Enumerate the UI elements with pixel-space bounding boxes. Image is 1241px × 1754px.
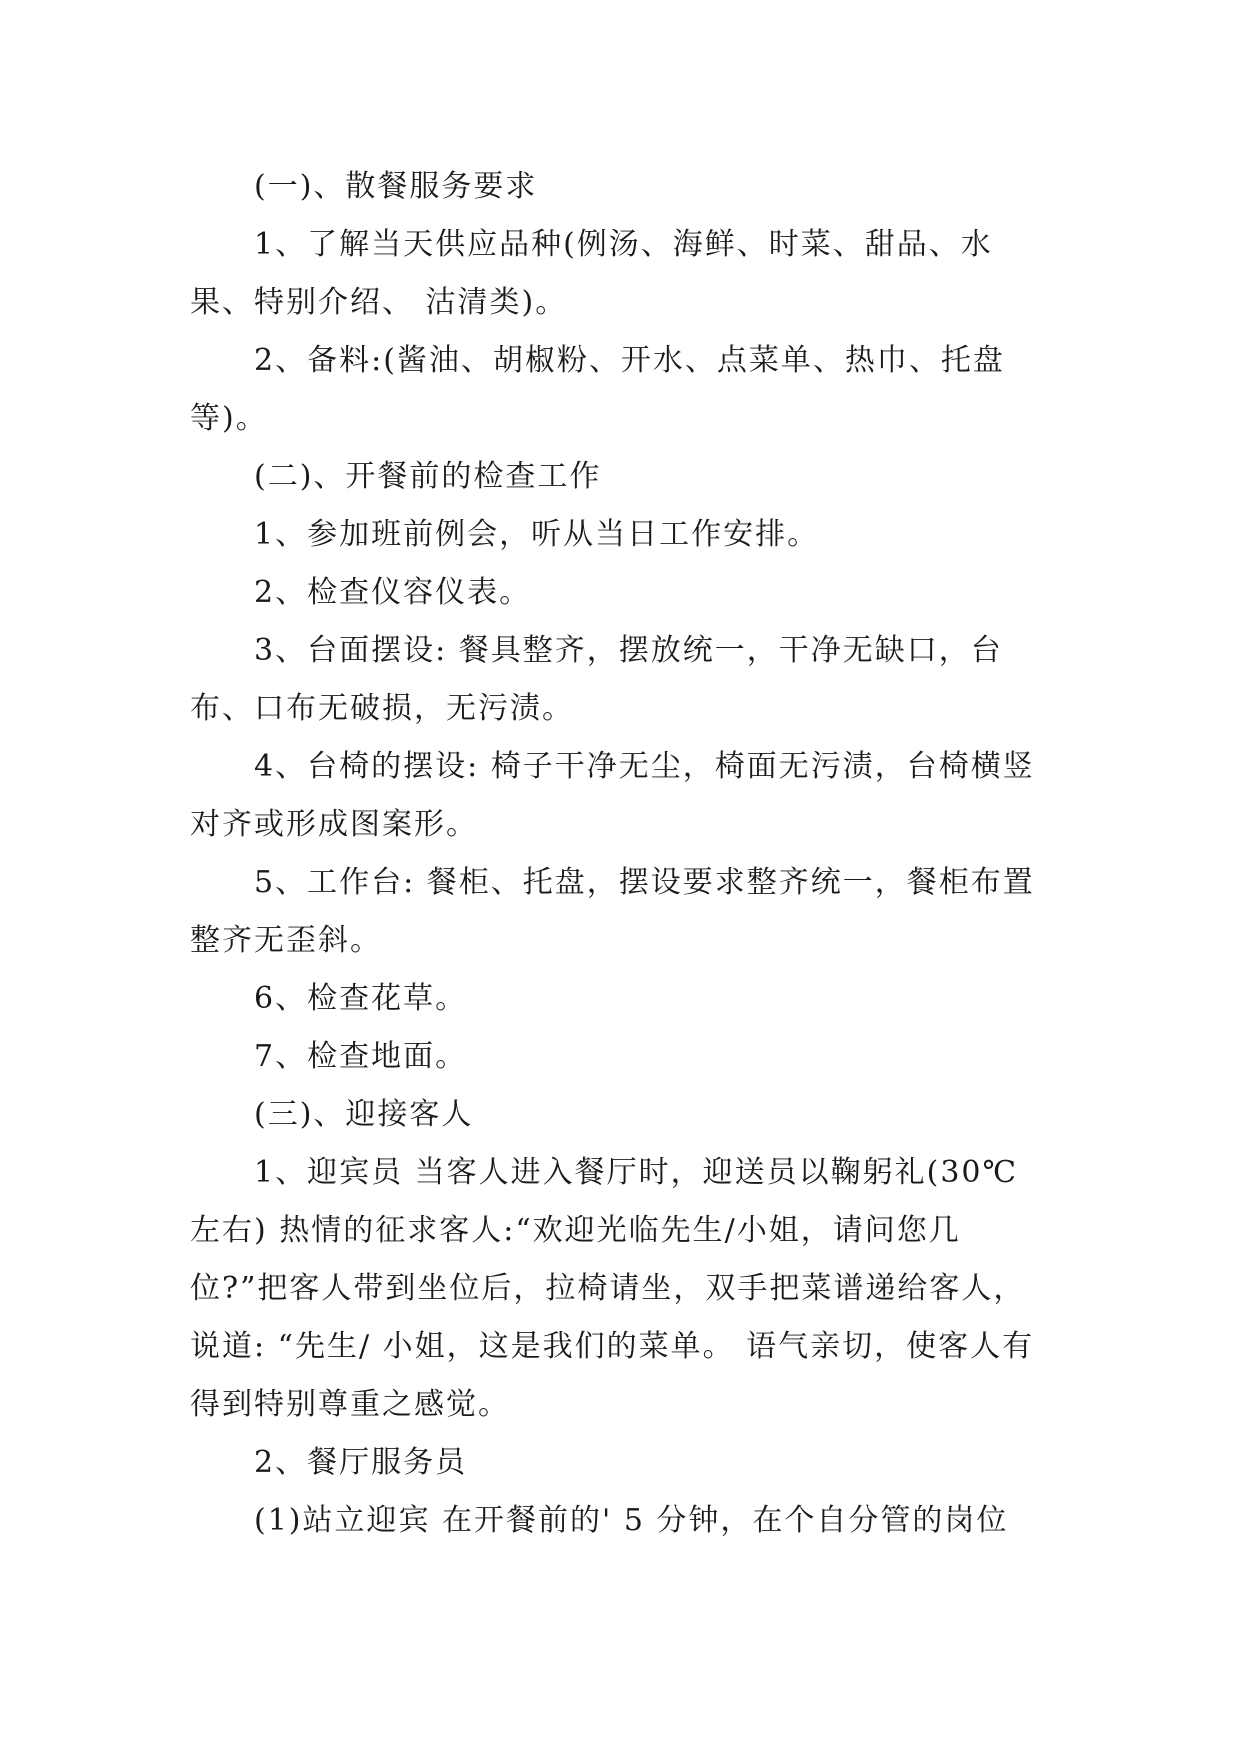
paragraph-supply-items: 1、了解当天供应品种(例汤、海鲜、时菜、甜品、水果、特别介绍、 沽清类)。 xyxy=(190,227,993,320)
paragraph-workstation: 5、工作台: 餐柜、托盘，摆设要求整齐统一，餐柜布置整齐无歪斜。 xyxy=(190,865,1035,958)
section-heading-3: (三)、迎接客人 xyxy=(254,1097,474,1132)
paragraph-table-setting: 3、台面摆设: 餐具整齐，摆放统一，干净无缺口，台布、口布无破损，无污渍。 xyxy=(190,633,1003,726)
section-heading-2: (二)、开餐前的检查工作 xyxy=(254,459,602,494)
paragraph-plants: 6、检查花草。 xyxy=(254,981,468,1016)
section-heading-1: (一)、散餐服务要求 xyxy=(254,169,538,204)
document-body xyxy=(190,158,1050,1550)
paragraph-waiter: 2、餐厅服务员 xyxy=(254,1445,468,1480)
paragraph-materials: 2、备料:(酱油、胡椒粉、开水、点菜单、热巾、托盘等)。 xyxy=(190,343,1005,436)
paragraph-standing-welcome: (1)站立迎宾 在开餐前的' 5 分钟，在个自分管的岗位 xyxy=(254,1503,1009,1538)
paragraph-greeter: 1、迎宾员 当客人进入餐厅时，迎送员以鞠躬礼(30℃左右) 热情的征求客人:“欢迎光临先生/小姐，请问您几位?”把客人带到坐位后，拉椅请坐，双手把菜谱递给客人，说道: “先生/ 小姐，这是我们的菜单。 语气亲切，使客人有得到特别尊重之感觉。 xyxy=(190,1155,1035,1422)
paragraph-chair-setting: 4、台椅的摆设: 椅子干净无尘，椅面无污渍，台椅横竖对齐或形成图案形。 xyxy=(190,749,1035,842)
paragraph-floor: 7、检查地面。 xyxy=(254,1039,468,1074)
paragraph-appearance: 2、检查仪容仪表。 xyxy=(254,575,532,610)
paragraph-meeting: 1、参加班前例会，听从当日工作安排。 xyxy=(254,517,820,552)
